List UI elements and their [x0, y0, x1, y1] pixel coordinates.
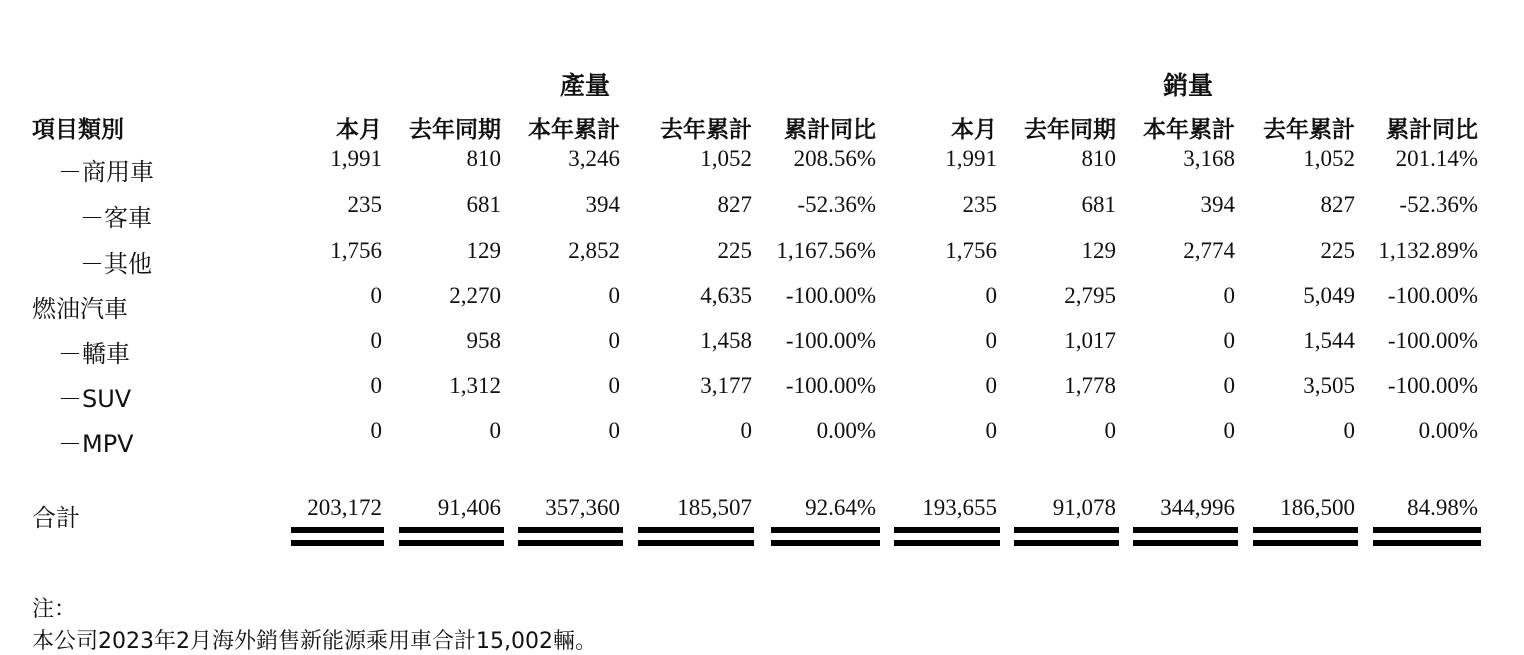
- table-cell: 0: [608, 373, 620, 398]
- table-cell: 0: [608, 418, 620, 443]
- row-label: －SUV: [58, 385, 132, 413]
- table-cell: 0: [1223, 328, 1235, 353]
- group-header-production: 產量: [559, 71, 610, 100]
- row-label: －商用車: [58, 158, 154, 186]
- table-cell: 0: [985, 373, 997, 398]
- table-cell: 1,052: [700, 146, 752, 171]
- double-underline: [291, 527, 384, 546]
- table-cell: 3,177: [700, 373, 752, 398]
- row-label: －其他: [80, 250, 152, 278]
- total-cell: 193,655: [922, 495, 997, 520]
- row-label: 燃油汽車: [32, 295, 128, 323]
- table-cell: 681: [466, 192, 501, 217]
- double-underline: [771, 527, 880, 546]
- column-header: 本月: [336, 117, 382, 143]
- double-underline: [1133, 527, 1238, 546]
- column-header: 去年累計: [660, 117, 752, 143]
- column-header: 累計同比: [1386, 117, 1478, 143]
- table-cell: 0: [608, 283, 620, 308]
- row-label: －轎車: [58, 340, 130, 368]
- table-cell: 0: [1104, 418, 1116, 443]
- table-cell: 1,458: [700, 328, 752, 353]
- table-cell: 0: [370, 418, 382, 443]
- table-cell: 1,167.56%: [776, 238, 876, 263]
- table-cell: 1,756: [945, 238, 997, 263]
- table-cell: 0: [608, 328, 620, 353]
- total-cell: 203,172: [307, 495, 382, 520]
- table-cell: -100.00%: [785, 373, 876, 398]
- table-cell: 0: [1223, 418, 1235, 443]
- column-header: 去年同期: [409, 117, 501, 143]
- table-cell: 0: [1223, 283, 1235, 308]
- table-cell: 0: [370, 328, 382, 353]
- table-cell: 1,132.89%: [1378, 238, 1478, 263]
- column-header: 去年累計: [1263, 117, 1355, 143]
- total-cell: 357,360: [545, 495, 620, 520]
- table-cell: 1,052: [1303, 146, 1355, 171]
- table-cell: 810: [1081, 146, 1116, 171]
- table-cell: 810: [466, 146, 501, 171]
- double-underline: [1373, 527, 1481, 546]
- table-cell: 0: [740, 418, 752, 443]
- total-cell: 91,406: [437, 495, 501, 520]
- double-underline: [399, 527, 504, 546]
- note-text: 本公司2023年2月海外銷售新能源乘用車合計15,002輛。: [32, 629, 597, 654]
- column-header: 累計同比: [784, 117, 876, 143]
- table-cell: -100.00%: [785, 328, 876, 353]
- row-label: －客車: [80, 204, 152, 232]
- table-cell: -100.00%: [1387, 373, 1478, 398]
- table-cell: 225: [717, 238, 752, 263]
- table-cell: 235: [962, 192, 997, 217]
- row-label: －MPV: [58, 430, 134, 458]
- column-header: 本年累計: [528, 117, 620, 143]
- total-cell: 91,078: [1052, 495, 1116, 520]
- table-cell: 0.00%: [816, 418, 876, 443]
- column-header: 去年同期: [1024, 117, 1116, 143]
- column-header: 本月: [951, 117, 997, 143]
- table-cell: 2,774: [1183, 238, 1235, 263]
- table-cell: 0.00%: [1418, 418, 1478, 443]
- group-header-sales: 銷量: [1162, 71, 1213, 100]
- total-label: 合計: [32, 504, 80, 532]
- table-cell: -52.36%: [1399, 192, 1478, 217]
- table-cell: -100.00%: [785, 283, 876, 308]
- table-cell: 827: [717, 192, 752, 217]
- table-cell: 0: [1223, 373, 1235, 398]
- table-cell: 0: [370, 373, 382, 398]
- note-heading: 注：: [32, 597, 77, 622]
- table-cell: 3,505: [1303, 373, 1355, 398]
- table-cell: -100.00%: [1387, 328, 1478, 353]
- table-cell: 394: [1200, 192, 1235, 217]
- total-cell: 92.64%: [805, 495, 876, 520]
- table-cell: 129: [466, 238, 501, 263]
- total-cell: 185,507: [677, 495, 752, 520]
- table-cell: 0: [370, 283, 382, 308]
- total-cell: 344,996: [1160, 495, 1235, 520]
- table-cell: 394: [585, 192, 620, 217]
- table-cell: 1,991: [330, 146, 382, 171]
- total-cell: 186,500: [1280, 495, 1355, 520]
- table-cell: 225: [1320, 238, 1355, 263]
- table-cell: 1,544: [1303, 328, 1355, 353]
- total-cell: 84.98%: [1407, 495, 1478, 520]
- table-cell: 1,778: [1064, 373, 1116, 398]
- column-header: 本年累計: [1143, 117, 1235, 143]
- table-cell: 0: [1343, 418, 1355, 443]
- table-cell: 0: [489, 418, 501, 443]
- table-cell: 2,270: [449, 283, 501, 308]
- table-cell: -52.36%: [797, 192, 876, 217]
- table-cell: 0: [985, 418, 997, 443]
- double-underline: [1253, 527, 1358, 546]
- double-underline: [894, 527, 1000, 546]
- table-cell: 3,246: [568, 146, 620, 171]
- table-cell: 1,756: [330, 238, 382, 263]
- table-cell: 2,852: [568, 238, 620, 263]
- table-cell: 1,312: [449, 373, 501, 398]
- table-cell: 129: [1081, 238, 1116, 263]
- table-cell: 681: [1081, 192, 1116, 217]
- table-cell: 958: [466, 328, 501, 353]
- table-cell: 1,017: [1064, 328, 1116, 353]
- double-underline: [518, 527, 623, 546]
- table-cell: 3,168: [1183, 146, 1235, 171]
- category-column-header: 項目類別: [32, 117, 124, 143]
- table-cell: 208.56%: [793, 146, 876, 171]
- table-cell: 5,049: [1303, 283, 1355, 308]
- table-cell: 235: [347, 192, 382, 217]
- table-cell: -100.00%: [1387, 283, 1478, 308]
- table-cell: 1,991: [945, 146, 997, 171]
- table-cell: 4,635: [700, 283, 752, 308]
- table-cell: 0: [985, 283, 997, 308]
- table-cell: 2,795: [1064, 283, 1116, 308]
- table-cell: 0: [985, 328, 997, 353]
- double-underline: [1014, 527, 1119, 546]
- double-underline: [638, 527, 754, 546]
- table-cell: 201.14%: [1395, 146, 1478, 171]
- table-cell: 827: [1320, 192, 1355, 217]
